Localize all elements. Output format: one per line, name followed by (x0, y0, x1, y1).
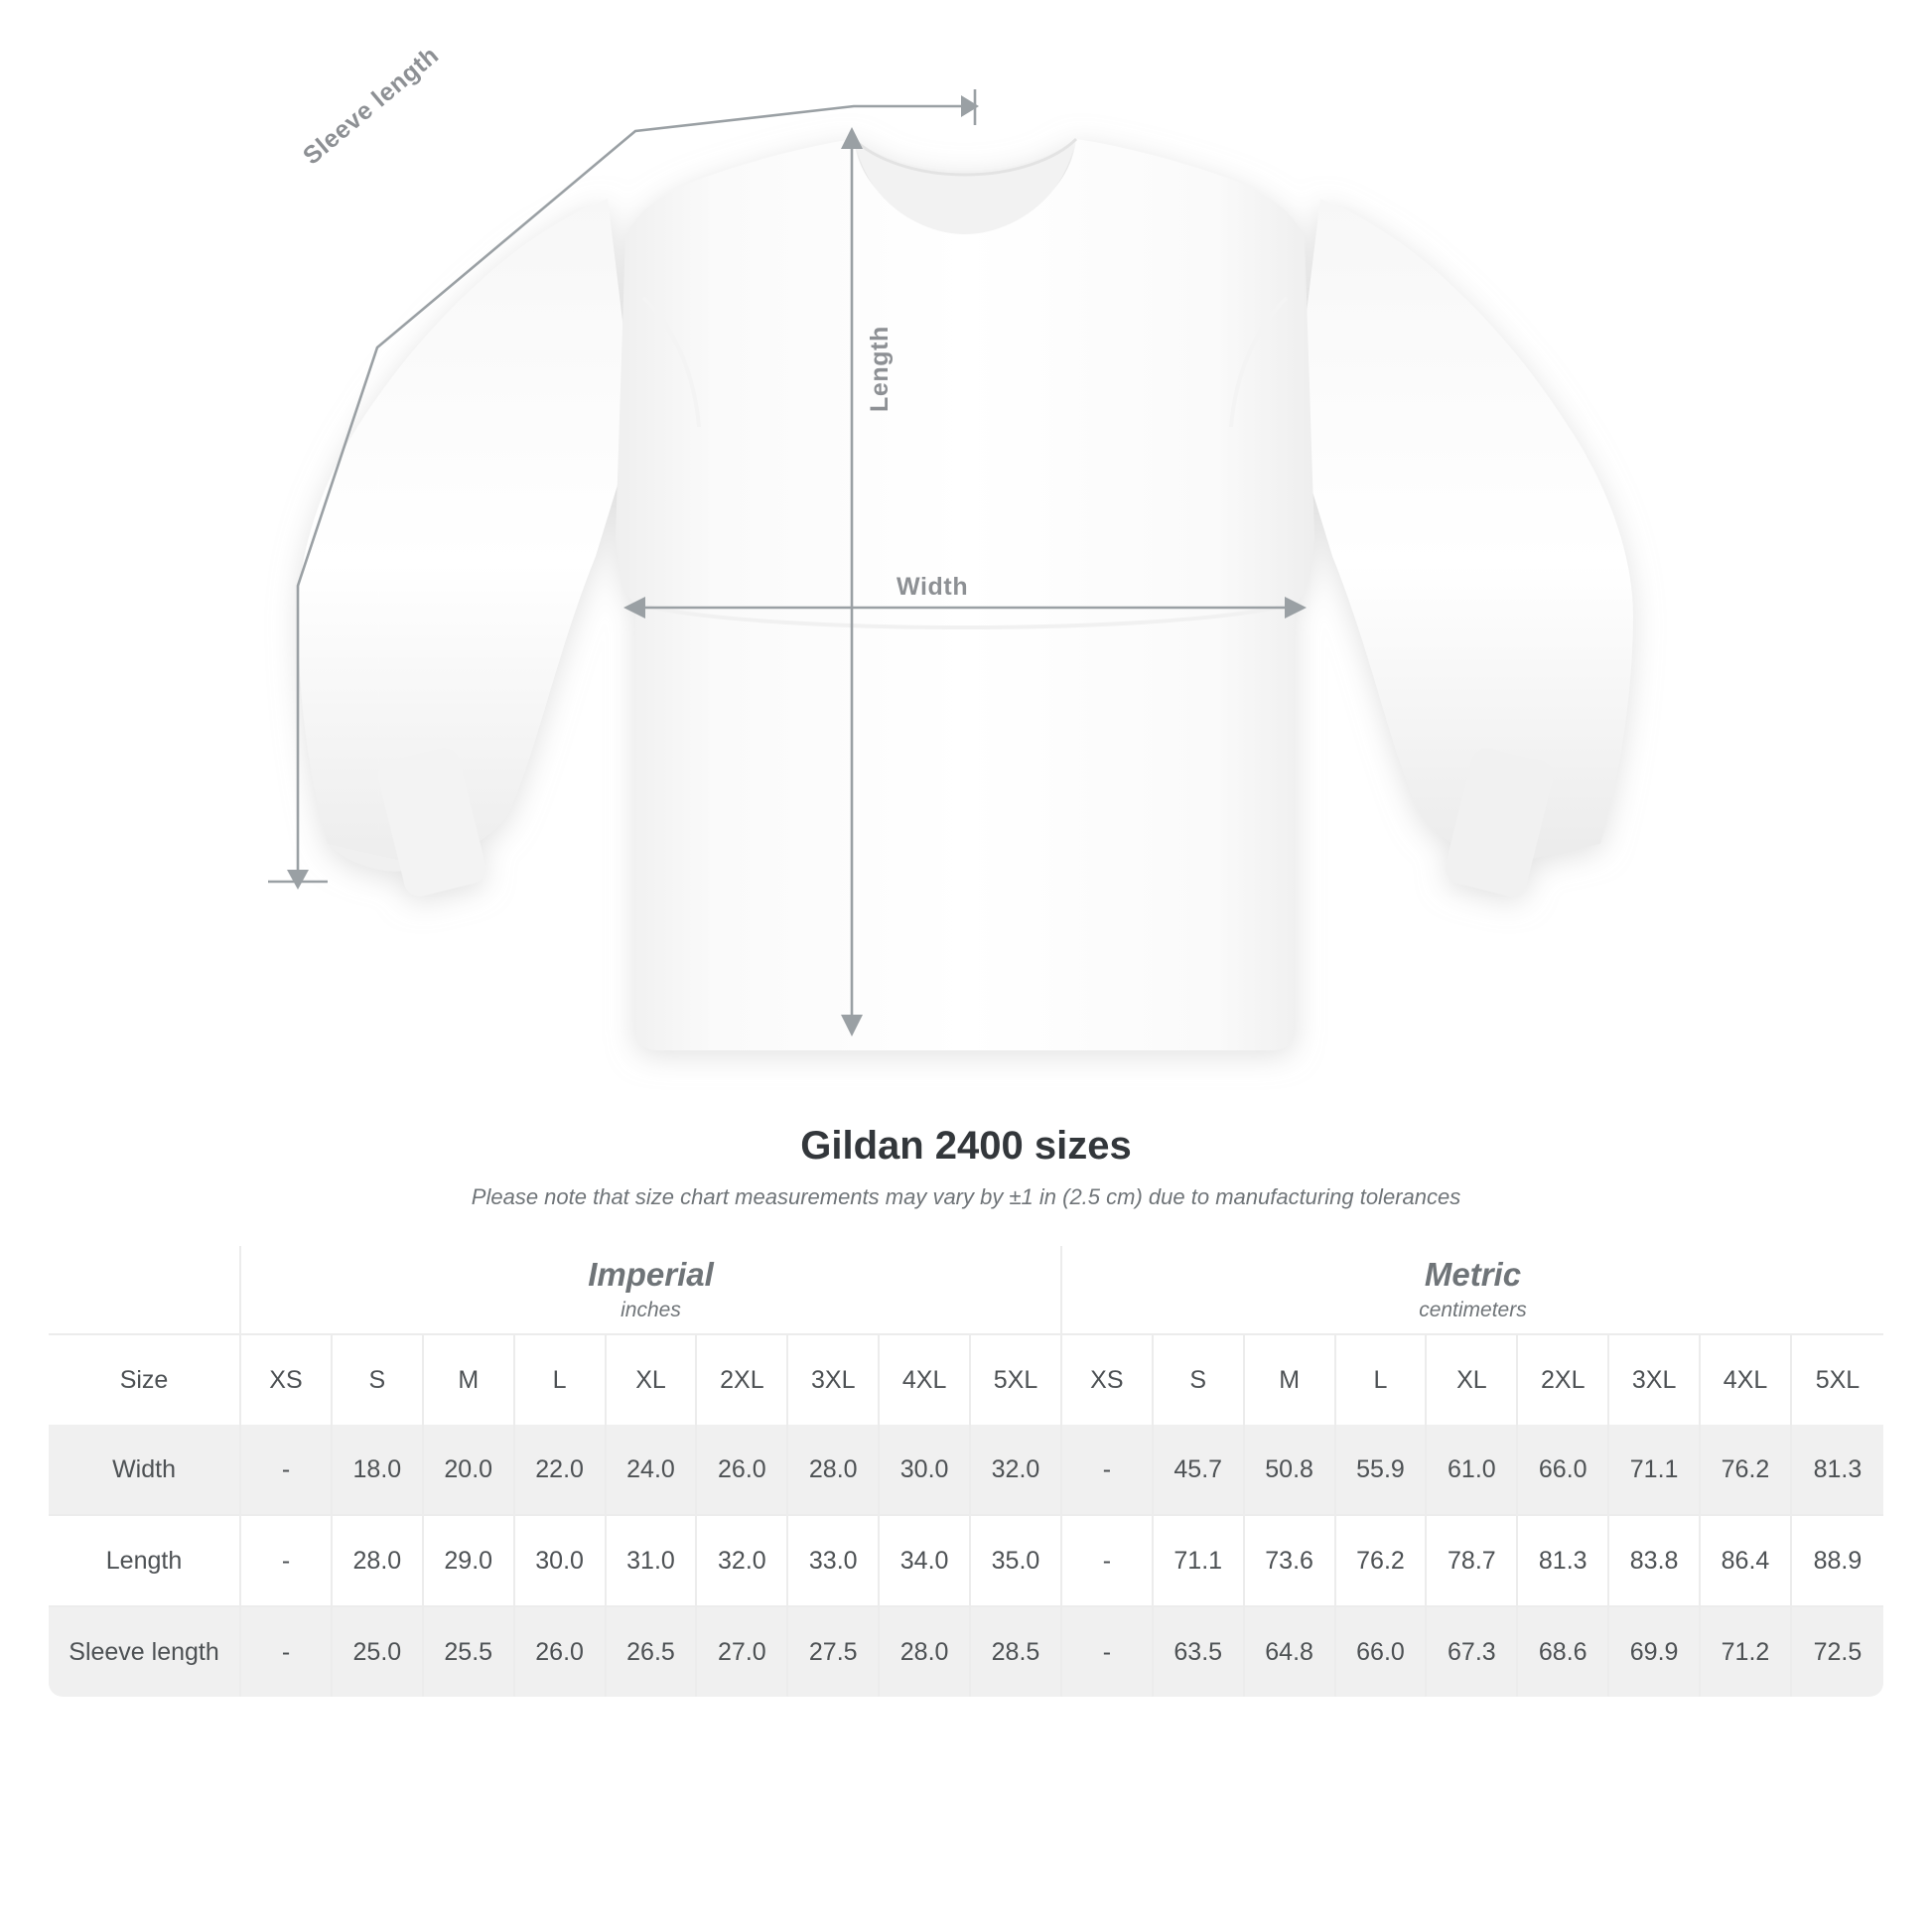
cell: 55.9 (1336, 1425, 1428, 1516)
unit-group-sub: inches (621, 1299, 681, 1322)
size-chart-body (49, 1425, 1883, 1697)
size-header-corner: Size (49, 1335, 241, 1425)
cell: 28.0 (333, 1516, 424, 1607)
cell: 34.0 (880, 1516, 971, 1607)
cell: 32.0 (697, 1516, 788, 1607)
size-header-metric-5xl: 5XL (1792, 1335, 1883, 1425)
size-header-imperial-xs: XS (241, 1335, 333, 1425)
unit-group-corner (49, 1246, 241, 1335)
unit-group-name: Metric (1424, 1255, 1522, 1293)
cell: 22.0 (515, 1425, 607, 1516)
cell: - (241, 1516, 333, 1607)
size-header-metric-m: M (1245, 1335, 1336, 1425)
unit-group-sub: centimeters (1419, 1299, 1527, 1322)
unit-group-metric (1062, 1246, 1883, 1335)
cell: 24.0 (607, 1425, 698, 1516)
size-header-row (49, 1335, 1883, 1425)
cell: 35.0 (971, 1516, 1062, 1607)
cell: 33.0 (788, 1516, 880, 1607)
row-label-length: Length (49, 1516, 241, 1607)
sleeve-length-label: Sleeve length (298, 41, 445, 171)
cell: 28.5 (971, 1607, 1062, 1697)
size-header-metric-s: S (1154, 1335, 1245, 1425)
size-header-metric-xs: XS (1062, 1335, 1154, 1425)
unit-group-imperial (241, 1246, 1062, 1335)
size-header-imperial-5xl: 5XL (971, 1335, 1062, 1425)
table-row (49, 1425, 1883, 1516)
cell: 88.9 (1792, 1516, 1883, 1607)
cell: 28.0 (880, 1607, 971, 1697)
size-chart-table-wrap (49, 1246, 1883, 1697)
tolerance-note: Please note that size chart measurements may vary by ±1 in (2.5 cm) due to manufacturing tolerances (471, 1184, 1461, 1209)
cell: 28.0 (788, 1425, 880, 1516)
cell: 27.0 (697, 1607, 788, 1697)
cell: 66.0 (1336, 1607, 1428, 1697)
row-label-width: Width (49, 1425, 241, 1516)
page-title: Gildan 2400 sizes (800, 1124, 1132, 1168)
width-label: Width (897, 573, 969, 601)
size-header-imperial-s: S (333, 1335, 424, 1425)
size-header-metric-l: L (1336, 1335, 1428, 1425)
size-chart-table (49, 1246, 1883, 1697)
size-header-imperial-2xl: 2XL (697, 1335, 788, 1425)
cell: 81.3 (1792, 1425, 1883, 1516)
cell: 68.6 (1518, 1607, 1609, 1697)
cell: 71.1 (1154, 1516, 1245, 1607)
cell: 50.8 (1245, 1425, 1336, 1516)
title-block (0, 1124, 1932, 1210)
size-header-imperial-3xl: 3XL (788, 1335, 880, 1425)
table-row (49, 1607, 1883, 1697)
cell: 30.0 (880, 1425, 971, 1516)
cell: - (1062, 1516, 1154, 1607)
cell: 45.7 (1154, 1425, 1245, 1516)
cell: 69.9 (1609, 1607, 1701, 1697)
cell: 25.5 (424, 1607, 515, 1697)
cell: 63.5 (1154, 1607, 1245, 1697)
cell: 71.2 (1701, 1607, 1792, 1697)
cell: 86.4 (1701, 1516, 1792, 1607)
cell: 20.0 (424, 1425, 515, 1516)
cell: 73.6 (1245, 1516, 1336, 1607)
cell: 26.0 (515, 1607, 607, 1697)
cell: 27.5 (788, 1607, 880, 1697)
cell: 76.2 (1336, 1516, 1428, 1607)
unit-group-name: Imperial (588, 1255, 714, 1293)
cell: 67.3 (1427, 1607, 1518, 1697)
size-header-metric-3xl: 3XL (1609, 1335, 1701, 1425)
cell: 26.5 (607, 1607, 698, 1697)
cell: 72.5 (1792, 1607, 1883, 1697)
size-header-metric-2xl: 2XL (1518, 1335, 1609, 1425)
size-header-imperial-l: L (515, 1335, 607, 1425)
table-row (49, 1516, 1883, 1607)
cell: 61.0 (1427, 1425, 1518, 1516)
cell: 30.0 (515, 1516, 607, 1607)
cell: 29.0 (424, 1516, 515, 1607)
cell: - (1062, 1607, 1154, 1697)
cell: 83.8 (1609, 1516, 1701, 1607)
cell: 71.1 (1609, 1425, 1701, 1516)
cell: 18.0 (333, 1425, 424, 1516)
cell: 78.7 (1427, 1516, 1518, 1607)
size-header-imperial-m: M (424, 1335, 515, 1425)
cell: 64.8 (1245, 1607, 1336, 1697)
cell: 32.0 (971, 1425, 1062, 1516)
cell: - (1062, 1425, 1154, 1516)
cell: - (241, 1607, 333, 1697)
size-header-imperial-xl: XL (607, 1335, 698, 1425)
cell: 66.0 (1518, 1425, 1609, 1516)
row-label-sleeve-length: Sleeve length (49, 1607, 241, 1697)
cell: 81.3 (1518, 1516, 1609, 1607)
cell: 31.0 (607, 1516, 698, 1607)
cell: 26.0 (697, 1425, 788, 1516)
unit-group-row (49, 1246, 1883, 1335)
size-header-metric-4xl: 4XL (1701, 1335, 1792, 1425)
length-label: Length (866, 326, 894, 412)
size-header-metric-xl: XL (1427, 1335, 1518, 1425)
cell: 76.2 (1701, 1425, 1792, 1516)
size-header-imperial-4xl: 4XL (880, 1335, 971, 1425)
cell: 25.0 (333, 1607, 424, 1697)
cell: - (241, 1425, 333, 1516)
